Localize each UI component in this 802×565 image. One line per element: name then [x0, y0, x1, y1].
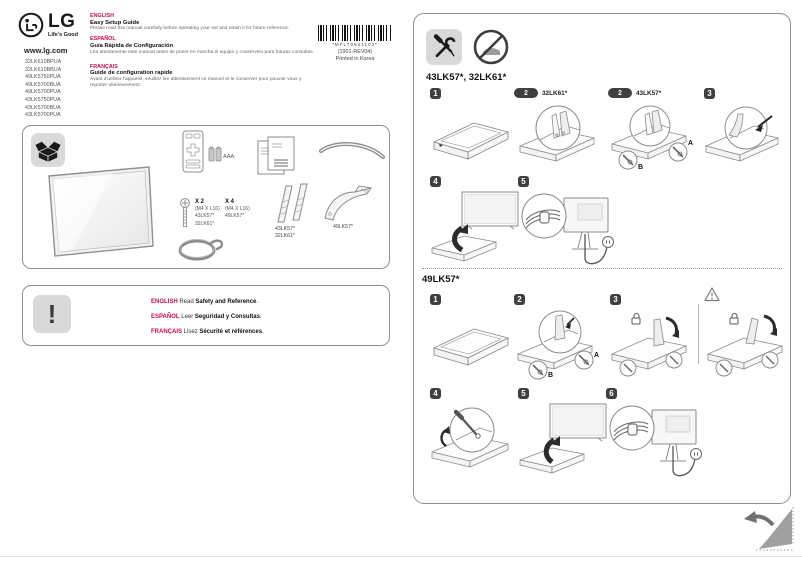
screws-large-spec: [225, 198, 250, 221]
lg-logo: [18, 12, 78, 43]
tools-icon: [426, 29, 462, 65]
period: .: [259, 314, 262, 320]
stand-legs-models: [275, 226, 295, 240]
step-number-badge: 5: [518, 176, 529, 187]
barcode: [318, 25, 392, 41]
model-number: 49LK5700BUA: [25, 81, 61, 88]
step-figure-s2-2: [514, 294, 606, 382]
model-number: 32LK610BPUA: [25, 59, 62, 65]
safety-doc-title: Seguridad y Consultas: [194, 314, 260, 320]
safety-line-spanish: [151, 310, 264, 325]
safety-line-french: [151, 325, 264, 340]
screw-models: 32LK61*: [195, 220, 215, 227]
page-edge: [0, 556, 802, 557]
step-figure-s2-3: [610, 294, 790, 382]
screw-size: (M4 X L16): [195, 206, 220, 212]
language-label: ESPAÑOL: [90, 36, 116, 43]
stand-model: 43LK57*: [275, 226, 295, 232]
model-number: 49LK5750PUA: [25, 74, 61, 81]
safety-reference-box: [22, 285, 390, 346]
model-list: [25, 59, 61, 120]
barcode-number: *MFL70541103*: [332, 42, 378, 47]
step-number-badge: 2: [514, 88, 538, 98]
step-figure-s1-3: [704, 88, 786, 172]
model-number: 32LK610BBUA: [25, 66, 62, 73]
guide-note: Avant d'utiliser l'appareil, veuillez lire attentivement ce manuel et le conserver pour pouvoir vous y reporter ultérieurement.: [90, 76, 302, 88]
screw-point-label: B: [548, 372, 554, 379]
section-divider: [422, 268, 782, 269]
exclamation-glyph: !: [47, 299, 57, 329]
variant-model-label: 32LK61*: [542, 89, 568, 97]
screws-small-spec: [195, 198, 220, 228]
language-label: ENGLISH: [151, 299, 178, 305]
step-number-badge: 4: [430, 176, 441, 187]
sub-figure-divider: [698, 304, 699, 364]
stand-neck-illustration: [321, 184, 375, 227]
step-number-badge: 6: [606, 388, 617, 399]
language-label: FRANÇAIS: [151, 329, 182, 335]
section1-title: 43LK57*, 32LK61*: [426, 72, 507, 83]
lg-wordmark: LG: [48, 11, 76, 32]
padlock-icon: [730, 314, 738, 325]
step-number-badge: 3: [610, 294, 621, 305]
step-number-badge: 4: [430, 388, 441, 399]
step-number-badge: 2: [608, 88, 632, 98]
guide-title: Guía Rápida de Configuración: [90, 42, 174, 49]
screw-point-label: A: [688, 140, 694, 147]
step-figure-s2-4: [430, 388, 522, 478]
step-figure-s1-1: [430, 88, 512, 170]
step-figure-s1-4: [430, 176, 522, 266]
accessories-icon: [31, 133, 65, 167]
step-figure-s2-1: [430, 294, 512, 376]
step-figure-s2-5: [518, 388, 610, 478]
screw-models: 49LK57*: [225, 213, 245, 220]
language-label: ENGLISH: [90, 13, 114, 19]
remote-control-illustration: [181, 130, 207, 179]
model-number: 43LK5700PUA: [25, 112, 61, 119]
website-url: www.lg.com: [24, 46, 68, 55]
step-figure-s1-2a: [514, 88, 602, 170]
safety-line-english: [151, 295, 264, 310]
screw-point-label: A: [594, 352, 600, 359]
guide-note: Lea atentamente este manual antes de poner en marcha el equipo y consérvelo para futuras consultas.: [90, 49, 315, 55]
language-label: FRANÇAIS: [90, 63, 118, 70]
intro-spanish: [90, 36, 325, 55]
period: .: [256, 299, 259, 305]
screw-illustration: [179, 198, 191, 235]
lg-symbol-icon: [18, 12, 44, 43]
padlock-icon: [632, 314, 640, 325]
manuals-illustration: [256, 136, 298, 181]
no-soft-surface-icon: [471, 27, 511, 72]
printed-origin: Printed in Korea: [335, 56, 375, 62]
safety-doc-title: Safety and Reference: [195, 299, 257, 305]
step-number-badge: 1: [430, 294, 441, 305]
assembly-instructions-panel: [413, 13, 791, 504]
step-number-badge: 5: [518, 388, 529, 399]
safety-verb: Leer: [179, 314, 195, 320]
page-fold-icon: [742, 503, 796, 558]
model-number: 43LK5750PUA: [25, 96, 61, 103]
caution-icon: [33, 295, 71, 333]
intro-text-block: [90, 13, 325, 93]
screw-size: (M4 X L16): [225, 206, 250, 212]
intro-english: [90, 13, 325, 32]
screw-models: 43LK57*: [195, 213, 215, 220]
cable-holder-illustration: [318, 138, 386, 169]
variant-model-label: 43LK57*: [636, 89, 662, 97]
section2-title: 49LK57*: [422, 274, 460, 285]
step-number-badge: 1: [430, 88, 441, 99]
intro-french: [90, 64, 325, 89]
safety-verb: Lisez: [182, 329, 200, 335]
language-label: ESPAÑOL: [151, 314, 180, 320]
accessories-box: [22, 125, 390, 269]
guide-title: Easy Setup Guide: [90, 19, 140, 26]
step-number-badge: 3: [704, 88, 715, 99]
barcode-block: [317, 25, 393, 62]
revision-code: (1901-REV04): [337, 49, 373, 55]
safety-verb: Read: [177, 299, 196, 305]
step-number-badge: 2: [514, 294, 525, 305]
safety-text: [151, 295, 264, 340]
period: .: [262, 329, 264, 335]
screw-qty: X 4: [225, 199, 235, 205]
lg-tagline: Life's Good: [48, 32, 79, 38]
tv-panel-illustration: [43, 164, 159, 265]
model-number: 49LK5700PUA: [25, 89, 61, 96]
guide-note: Please read this manual carefully before operating your set and retain it for future reference.: [90, 26, 289, 32]
guide-title: Guide de configuration rapide: [90, 70, 173, 77]
stand-legs-illustration: [271, 182, 311, 231]
screw-point-label: B: [638, 164, 644, 171]
step-figure-s2-6: [606, 388, 706, 478]
step-figure-s1-5: [518, 176, 618, 266]
power-cable-illustration: [175, 234, 227, 269]
screw-qty: X 2: [195, 199, 205, 205]
safety-doc-title: Sécurité et références: [199, 329, 263, 335]
model-number: 43LK5700BUA: [25, 104, 61, 111]
stand-model: 32LK61*: [275, 233, 295, 240]
batteries-illustration: [208, 146, 222, 167]
battery-type-label: AAA: [223, 154, 235, 160]
stand-neck-model: 49LK57*: [333, 224, 353, 230]
step-figure-s1-2b: [608, 88, 698, 172]
